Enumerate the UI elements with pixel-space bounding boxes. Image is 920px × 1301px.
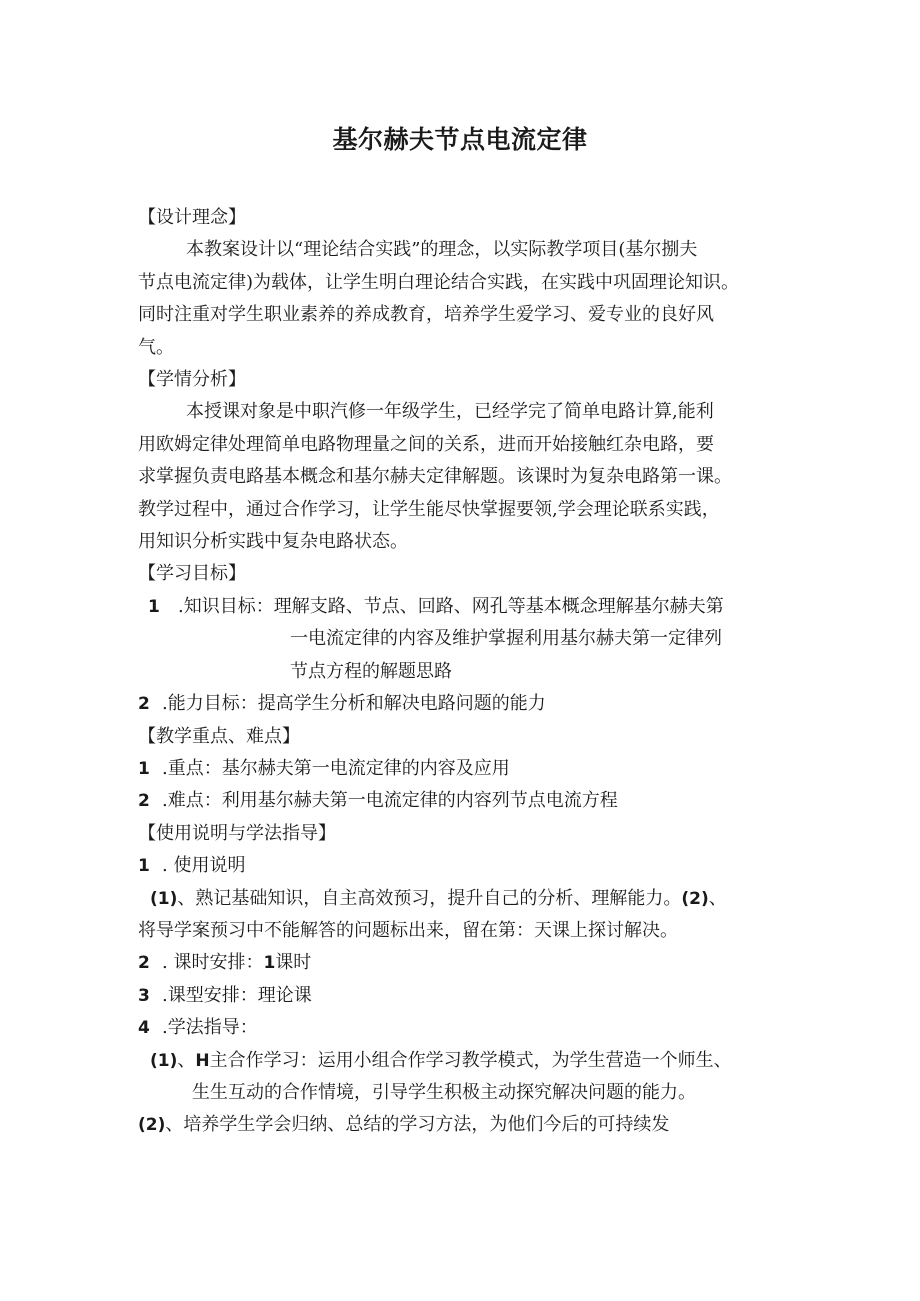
list-text: .课型安排：理论课 bbox=[162, 984, 312, 1006]
paragraph-line: 用欧姆定律处理简单电路物理量之间的关系，进而开始接触红杂电路，要 bbox=[138, 433, 714, 455]
list-item bbox=[138, 883, 798, 915]
list-number: (1) bbox=[150, 888, 178, 909]
list-item bbox=[138, 1012, 798, 1044]
page-title: 基尔赫夫节点电流定律 bbox=[332, 125, 588, 154]
list-number: 1 bbox=[138, 856, 150, 877]
paragraph-line: 用知识分析实践中复杂电路状态。 bbox=[138, 531, 408, 553]
list-number: 2 bbox=[138, 953, 150, 974]
list-value: 1 bbox=[263, 953, 276, 974]
list-text: .能力目标：提高学生分析和解决电路问题的能力 bbox=[162, 693, 546, 715]
list-number: 2 bbox=[138, 694, 150, 715]
list-text: 主合作学习：运用小组合作学习教学模式，为学生营造一个师生、 bbox=[209, 1049, 732, 1071]
list-text: 、 bbox=[708, 887, 727, 909]
list-text: . 课时安排： bbox=[162, 952, 264, 974]
paragraph-line: 求掌握负责电路基本概念和基尔赫夫定律解题。该课时为复杂电路第一课。 bbox=[138, 466, 732, 488]
list-number: 1 bbox=[138, 758, 150, 779]
list-number: 3 bbox=[138, 985, 150, 1006]
section-heading-design: 【设计理念】 bbox=[138, 207, 246, 228]
list-number: (2) bbox=[138, 1115, 166, 1136]
list-text: 、培养学生学会归纳、总结的学习方法，为他们今后的可持续发 bbox=[165, 1114, 670, 1136]
list-text: 课时 bbox=[275, 952, 312, 974]
list-text: .重点：基尔赫夫第一电流定律的内容及应用 bbox=[162, 757, 510, 779]
list-item-continuation: 生生互动的合作情境，引导学生积极主动探究解决问题的能力。 bbox=[192, 1081, 696, 1103]
list-item bbox=[138, 850, 798, 882]
list-number: 4 bbox=[138, 1018, 150, 1039]
list-item bbox=[138, 1109, 798, 1141]
paragraph-line: 节点电流定律)为载体，让学生明白理论结合实践，在实践中巩固理论知识。 bbox=[138, 271, 740, 293]
list-item-continuation: 节点方程的解题思路 bbox=[290, 660, 452, 682]
list-item bbox=[138, 980, 798, 1012]
paragraph-line: 气。 bbox=[138, 336, 174, 358]
section-heading-key: 【教学重点、难点】 bbox=[138, 725, 300, 747]
list-item-continuation: 一电流定律的内容及维护掌握利用基尔赫夫第一定律列 bbox=[290, 628, 722, 650]
list-text: 、熟记基础知识，自主高效预习，提升自己的分析、理解能力。 bbox=[177, 887, 682, 909]
paragraph-line: 同时注重对学生职业素养的养成教育，培养学生爱学习、爱专业的良好风 bbox=[138, 304, 714, 326]
paragraph-line: 本教案设计以“理论结合实践”的理念，以实际教学项目(基尔捌夫 bbox=[186, 239, 698, 261]
list-letter: H bbox=[195, 1050, 210, 1071]
section-heading-analysis: 【学情分析】 bbox=[138, 369, 246, 391]
list-item bbox=[138, 1045, 798, 1077]
list-item bbox=[138, 785, 798, 817]
list-number: 1 bbox=[148, 596, 160, 617]
list-text: .知识目标：理解支路、节点、回路、网孔等基本概念理解基尔赫夫第 bbox=[178, 595, 724, 617]
paragraph-line: 本授课对象是中职汽修一年级学生，已经学完了简单电路计算,能利 bbox=[186, 401, 714, 423]
list-number: 2 bbox=[138, 791, 150, 812]
section-heading-goals: 【学习目标】 bbox=[138, 563, 246, 585]
list-item bbox=[138, 591, 798, 623]
list-item bbox=[138, 753, 798, 785]
list-text: .学法指导： bbox=[162, 1017, 258, 1039]
list-item-continuation: 将导学案预习中不能解答的问题标出来，留在第：天课上探讨解决。 bbox=[138, 919, 678, 941]
section-heading-usage: 【使用说明与学法指导】 bbox=[138, 822, 336, 844]
list-number: (1) bbox=[150, 1050, 178, 1071]
list-number: (2) bbox=[681, 888, 709, 909]
list-item bbox=[138, 947, 798, 979]
list-text: .难点：利用基尔赫夫第一电流定律的内容列节点电流方程 bbox=[162, 790, 618, 812]
list-item bbox=[138, 688, 798, 720]
paragraph-line: 教学过程中，通过合作学习，让学生能尽快掌握要领,学会理论联系实践， bbox=[138, 498, 720, 520]
list-text: 、 bbox=[177, 1049, 196, 1071]
list-text: . 使用说明 bbox=[162, 855, 246, 877]
document-body bbox=[138, 202, 798, 1142]
